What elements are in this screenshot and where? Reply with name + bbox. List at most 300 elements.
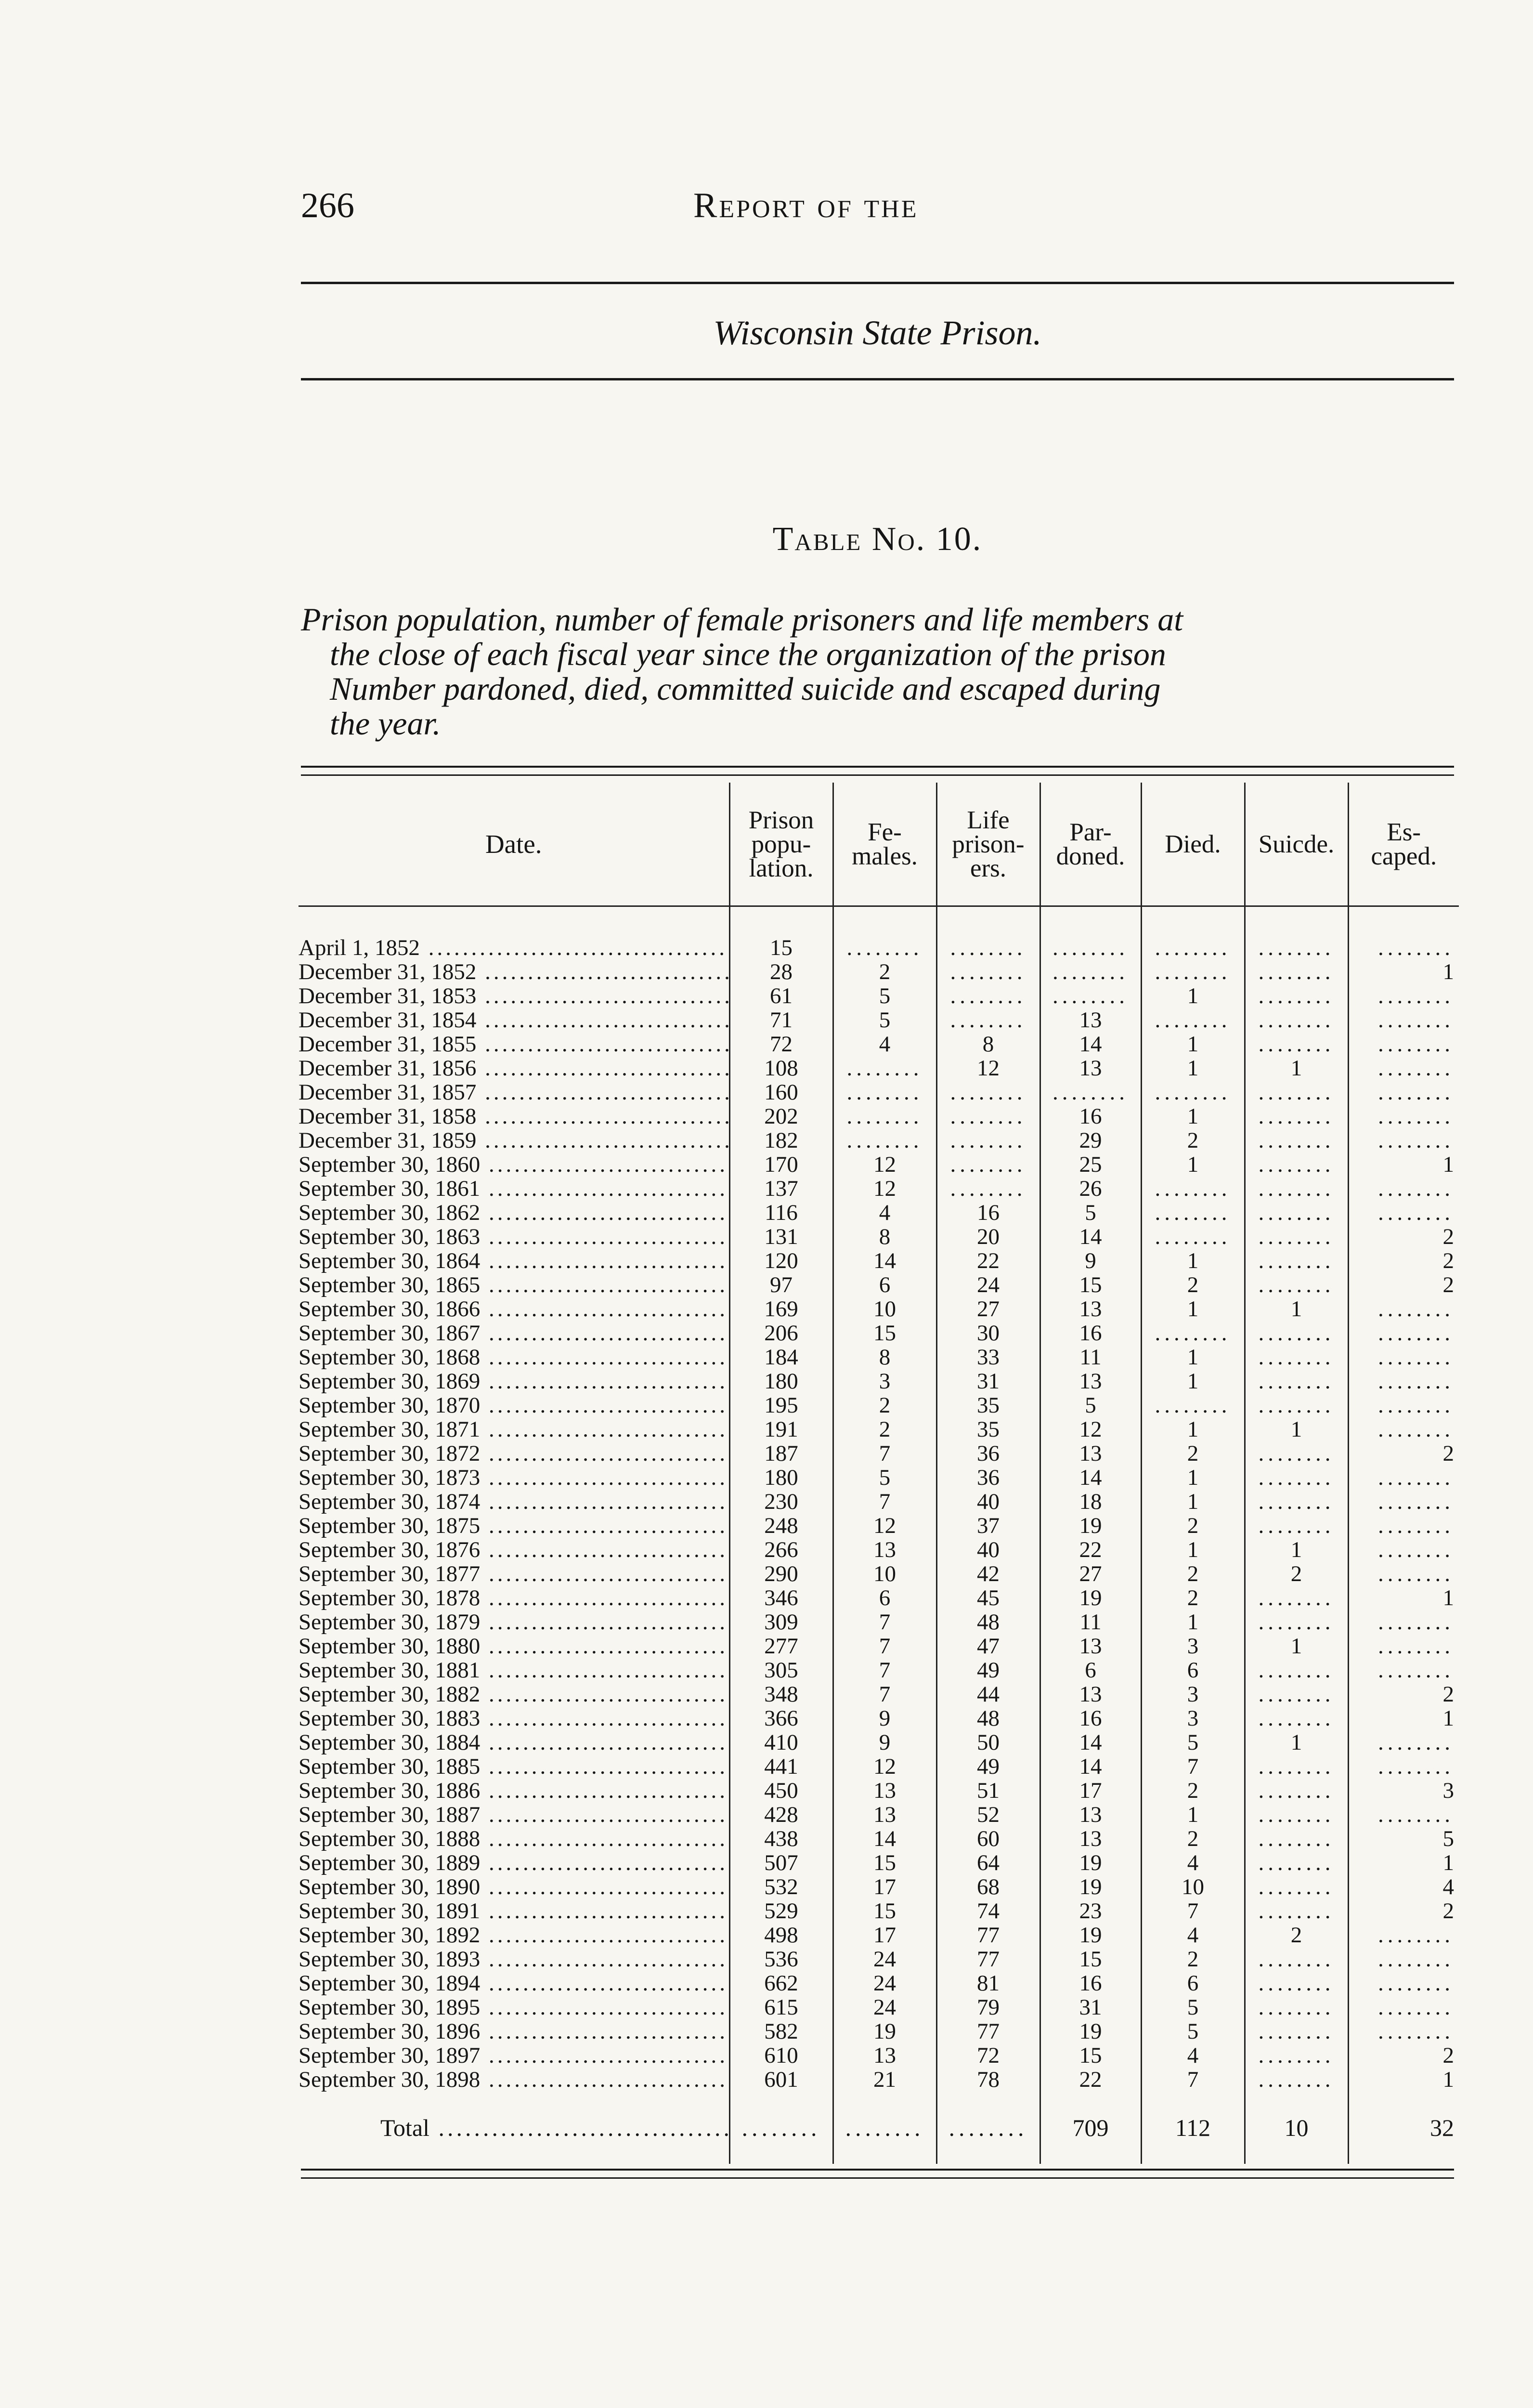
cell-died: 2 [1141,1827,1245,1851]
cell-suicide: 2 [1245,1562,1348,1586]
cell-pardoned: 15 [1040,1273,1141,1297]
cell-population: 536 [729,1947,833,1971]
row-date-text: September 30, 1891 [299,1899,481,1923]
row-date-text: September 30, 1876 [299,1538,481,1562]
table-row [299,1008,1459,1032]
cell-population: 662 [729,1971,833,1995]
row-date-text: September 30, 1872 [299,1441,481,1466]
cell-escaped: ........ [1348,984,1459,1008]
leader-dots [480,1754,729,1779]
cell-suicide: ........ [1245,1225,1348,1249]
table-row [299,2019,1459,2043]
cell-escaped: ........ [1348,1995,1459,2019]
table-row [299,1056,1459,1080]
cell-escaped: ........ [1348,1056,1459,1080]
cell-females: 24 [833,1971,936,1995]
row-date [299,1201,729,1225]
row-date [299,1899,729,1923]
cell-life: 60 [936,1827,1040,1851]
cell-population: 601 [729,2068,833,2092]
row-date-text: September 30, 1871 [299,1417,481,1441]
table-row [299,1490,1459,1514]
cell-females: 5 [833,1008,936,1032]
column-header-population [729,783,833,906]
cell-suicide: ........ [1245,1032,1348,1056]
cell-escaped: ........ [1348,1128,1459,1152]
cell-died: 1 [1141,984,1245,1008]
leader-dots [480,1730,729,1754]
cell-escaped: 2 [1348,1682,1459,1706]
leader-dots [480,1851,729,1875]
cell-suicide: 1 [1245,1417,1348,1441]
cell-died: 10 [1141,1875,1245,1899]
cell-died: ........ [1141,1177,1245,1201]
table-row [299,1297,1459,1321]
table-row [299,1923,1459,1947]
cell-died: 1 [1141,1104,1245,1128]
row-date-text: September 30, 1884 [299,1730,481,1754]
cell-females: ........ [833,1080,936,1104]
cell-population: 206 [729,1321,833,1345]
cell-females: 17 [833,1923,936,1947]
cell-population: 366 [729,1706,833,1730]
cell-population: 410 [729,1730,833,1754]
row-date-text: September 30, 1894 [299,1971,481,1995]
cell-escaped: 5 [1348,1827,1459,1851]
spacer-cell [1348,906,1459,936]
cell-pardoned: ........ [1040,1080,1141,1104]
row-date [299,1225,729,1249]
row-date-text: September 30, 1862 [299,1201,481,1225]
cell-suicide: ........ [1245,1128,1348,1152]
cell-population: 180 [729,1466,833,1490]
cell-suicide: ........ [1245,1104,1348,1128]
table-row [299,1706,1459,1730]
cell-life: 22 [936,1249,1040,1273]
table-row [299,1369,1459,1393]
cell-life: 77 [936,1923,1040,1947]
prison-name-rule [301,378,1454,380]
cell-life: 49 [936,1754,1040,1779]
leader-dots [480,1827,729,1851]
cell-pardoned: 26 [1040,1177,1141,1201]
spacer-cell [1141,906,1245,936]
table-row [299,1514,1459,1538]
table-row [299,1225,1459,1249]
cell-suicide: ........ [1245,1321,1348,1345]
cell-population: 116 [729,1201,833,1225]
cell-life: ........ [936,1104,1040,1128]
leader-dots [480,1971,729,1995]
row-date-text: September 30, 1869 [299,1369,481,1393]
cell-population: 72 [729,1032,833,1056]
table-row [299,1586,1459,1610]
row-date-text: September 30, 1866 [299,1297,481,1321]
cell-pardoned: 19 [1040,1851,1141,1875]
cell-pardoned: 18 [1040,1490,1141,1514]
cell-population: 450 [729,1779,833,1803]
row-date-text: December 31, 1856 [299,1056,477,1080]
leader-dots [480,1441,729,1466]
row-date [299,936,729,960]
row-date [299,1104,729,1128]
cell-suicide: ........ [1245,2043,1348,2068]
table-bottom-double-rule [301,2169,1454,2179]
cell-life: 45 [936,1586,1040,1610]
cell-escaped: ........ [1348,1297,1459,1321]
cell-pardoned: 13 [1040,1803,1141,1827]
cell-females: 15 [833,1899,936,1923]
row-date [299,1080,729,1104]
cell-females: ........ [833,936,936,960]
cell-escaped: ........ [1348,1514,1459,1538]
cell-suicide: 2 [1245,1923,1348,1947]
cell-died: 1 [1141,1490,1245,1514]
cell-pardoned: 11 [1040,1610,1141,1634]
cell-life: 37 [936,1514,1040,1538]
leader-dots [480,1779,729,1803]
row-date-text: December 31, 1855 [299,1032,477,1056]
column-header-population-line-2: popu- [751,830,811,858]
row-date [299,2019,729,2043]
row-date [299,1321,729,1345]
cell-died: 2 [1141,1514,1245,1538]
table-row [299,2043,1459,2068]
cell-pardoned: 14 [1040,1032,1141,1056]
cell-females: 13 [833,1803,936,1827]
cell-females: ........ [833,1056,936,1080]
cell-life: 20 [936,1225,1040,1249]
cell-life: ........ [936,1080,1040,1104]
row-date [299,1779,729,1803]
cell-females: 9 [833,1706,936,1730]
cell-population: 230 [729,1490,833,1514]
row-date [299,1730,729,1754]
cell-females: 2 [833,960,936,984]
row-date-text: September 30, 1881 [299,1658,481,1682]
column-header-escaped-line-1: Es- [1387,818,1421,846]
cell-died: 1 [1141,1297,1245,1321]
cell-life: ........ [936,1008,1040,1032]
cell-population: 615 [729,1995,833,2019]
row-date [299,1177,729,1201]
cell-suicide: ........ [1245,1273,1348,1297]
cell-suicide: 1 [1245,1730,1348,1754]
row-date [299,1297,729,1321]
table-row [299,1321,1459,1345]
table-caption [301,602,1456,741]
leader-dots [480,1562,729,1586]
total-label [299,2092,729,2164]
cell-females: 8 [833,1345,936,1369]
row-date [299,984,729,1008]
cell-females: 12 [833,1754,936,1779]
cell-escaped: ........ [1348,1803,1459,1827]
table-row [299,1851,1459,1875]
table-row [299,1730,1459,1754]
row-date [299,1056,729,1080]
row-date-text: September 30, 1874 [299,1490,481,1514]
cell-life: 48 [936,1706,1040,1730]
cell-pardoned: ........ [1040,984,1141,1008]
cell-died: 4 [1141,1851,1245,1875]
cell-died: 4 [1141,1923,1245,1947]
row-date-text: September 30, 1877 [299,1562,481,1586]
table-row [299,1875,1459,1899]
row-date [299,1417,729,1441]
cell-females: 6 [833,1586,936,1610]
row-date [299,1682,729,1706]
cell-escaped: 1 [1348,1586,1459,1610]
table-row [299,1610,1459,1634]
table-row [299,1032,1459,1056]
row-date [299,1875,729,1899]
cell-escaped: 2 [1348,2043,1459,2068]
cell-died: ........ [1141,1225,1245,1249]
row-date [299,1610,729,1634]
cell-pardoned: 19 [1040,1923,1141,1947]
row-date [299,1273,729,1297]
cell-population: 346 [729,1586,833,1610]
cell-escaped: 2 [1348,1441,1459,1466]
table-row [299,960,1459,984]
cell-life: 36 [936,1466,1040,1490]
table-top-double-rule [301,766,1454,776]
cell-suicide: ........ [1245,984,1348,1008]
cell-females: 12 [833,1177,936,1201]
cell-pardoned: 13 [1040,1297,1141,1321]
spacer-cell [1245,906,1348,936]
cell-suicide: ........ [1245,1682,1348,1706]
cell-pardoned: ........ [1040,960,1141,984]
cell-life: 48 [936,1610,1040,1634]
table-row [299,1152,1459,1177]
row-date [299,1754,729,1779]
cell-pardoned: 19 [1040,1875,1141,1899]
leader-dots [480,1297,729,1321]
cell-suicide: ........ [1245,2019,1348,2043]
row-date-text: September 30, 1878 [299,1586,481,1610]
column-header-population-line-1: Prison [748,806,814,834]
cell-females: 15 [833,1851,936,1875]
row-date-text: September 30, 1861 [299,1177,481,1201]
cell-died: 1 [1141,1249,1245,1273]
cell-suicide: ........ [1245,1393,1348,1417]
cell-pardoned: 6 [1040,1658,1141,1682]
cell-pardoned: 16 [1040,1971,1141,1995]
spacer-cell [299,906,729,936]
cell-females: 24 [833,1995,936,2019]
cell-females: 14 [833,1827,936,1851]
row-date-text: September 30, 1860 [299,1152,481,1177]
leader-dots [480,1803,729,1827]
cell-suicide: ........ [1245,1899,1348,1923]
total-escaped [1348,2092,1459,2164]
cell-females: 19 [833,2019,936,2043]
table-row [299,1128,1459,1152]
cell-escaped: ........ [1348,1466,1459,1490]
cell-escaped: ........ [1348,1032,1459,1056]
cell-pardoned: 22 [1040,2068,1141,2092]
table-row [299,1417,1459,1441]
row-date-text: September 30, 1898 [299,2068,481,2092]
cell-population: 195 [729,1393,833,1417]
cell-died: 2 [1141,1128,1245,1152]
leader-dots [476,1056,729,1080]
cell-escaped: 1 [1348,1851,1459,1875]
leader-dots [480,1417,729,1441]
row-date-text: December 31, 1857 [299,1080,477,1104]
cell-life: 72 [936,2043,1040,2068]
cell-population: 428 [729,1803,833,1827]
cell-population: 182 [729,1128,833,1152]
cell-died: 6 [1141,1658,1245,1682]
leader-dots [480,1923,729,1947]
leader-dots [480,1947,729,1971]
column-header-suicide: Suicde. [1245,783,1348,906]
cell-pardoned: 5 [1040,1201,1141,1225]
table-row [299,1249,1459,1273]
cell-population: 184 [729,1345,833,1369]
cell-life: ........ [936,960,1040,984]
row-date-text: September 30, 1864 [299,1249,481,1273]
row-date [299,1514,729,1538]
cell-suicide: ........ [1245,1779,1348,1803]
cell-life: ........ [936,936,1040,960]
cell-pardoned: 23 [1040,1899,1141,1923]
row-date-text: December 31, 1859 [299,1128,477,1152]
cell-pardoned: 15 [1040,2043,1141,2068]
cell-suicide: ........ [1245,1201,1348,1225]
cell-females: 7 [833,1441,936,1466]
top-rule [301,282,1454,284]
cell-died: 3 [1141,1706,1245,1730]
leader-dots [476,1080,729,1104]
cell-escaped: ........ [1348,1008,1459,1032]
cell-population: 120 [729,1249,833,1273]
row-date [299,1923,729,1947]
cell-suicide: ........ [1245,1249,1348,1273]
cell-pardoned: 11 [1040,1345,1141,1369]
row-date [299,1827,729,1851]
cell-suicide: ........ [1245,1971,1348,1995]
cell-population: 71 [729,1008,833,1032]
cell-life: 35 [936,1417,1040,1441]
cell-pardoned: 16 [1040,1321,1141,1345]
column-header-date: Date. [485,829,542,859]
cell-females: 7 [833,1610,936,1634]
cell-died: 2 [1141,1273,1245,1297]
cell-life: 40 [936,1538,1040,1562]
leader-dots [480,1514,729,1538]
table-row [299,936,1459,960]
leader-dots [480,1706,729,1730]
row-date [299,1947,729,1971]
cell-escaped: ........ [1348,1080,1459,1104]
cell-population: 160 [729,1080,833,1104]
leader-dots [480,1225,729,1249]
column-header-pardoned-line-2: doned. [1056,842,1125,870]
row-date-text: September 30, 1880 [299,1634,481,1658]
cell-escaped: 1 [1348,1706,1459,1730]
row-date [299,1995,729,2019]
total-females: ........ [833,2092,936,2164]
cell-pardoned: 13 [1040,1369,1141,1393]
cell-suicide: 1 [1245,1634,1348,1658]
cell-life: 50 [936,1730,1040,1754]
spacer-cell [1040,906,1141,936]
cell-died: 1 [1141,1056,1245,1080]
leader-dots [476,1128,729,1152]
leader-dots [480,1369,729,1393]
cell-population: 15 [729,936,833,960]
total-suicide-text: 10 [1284,2114,1309,2141]
cell-suicide: 1 [1245,1538,1348,1562]
cell-females: 4 [833,1032,936,1056]
cell-suicide: ........ [1245,1754,1348,1779]
row-date-text: September 30, 1870 [299,1393,481,1417]
cell-died: 1 [1141,1032,1245,1056]
cell-suicide: ........ [1245,1706,1348,1730]
cell-life: 74 [936,1899,1040,1923]
cell-pardoned: 25 [1040,1152,1141,1177]
column-header-escaped-line-2: caped. [1371,842,1437,870]
leader-dots [480,2019,729,2043]
cell-population: 441 [729,1754,833,1779]
cell-females: 7 [833,1490,936,1514]
cell-life: 24 [936,1273,1040,1297]
cell-life: 42 [936,1562,1040,1586]
cell-females: ........ [833,1104,936,1128]
cell-population: 169 [729,1297,833,1321]
column-header-females-line-1: Fe- [868,818,902,846]
row-date [299,1706,729,1730]
cell-life: 79 [936,1995,1040,2019]
cell-females: 12 [833,1514,936,1538]
cell-life: ........ [936,1177,1040,1201]
cell-escaped: 4 [1348,1875,1459,1899]
leader-dots [480,1634,729,1658]
row-date-text: September 30, 1867 [299,1321,481,1345]
cell-life: 68 [936,1875,1040,1899]
cell-life: 40 [936,1490,1040,1514]
cell-died: 2 [1141,1947,1245,1971]
cell-life: 51 [936,1779,1040,1803]
cell-escaped: ........ [1348,1393,1459,1417]
leader-dots [480,1682,729,1706]
cell-escaped: ........ [1348,1177,1459,1201]
cell-pardoned: 14 [1040,1466,1141,1490]
cell-life: 16 [936,1201,1040,1225]
cell-suicide: ........ [1245,1995,1348,2019]
cell-females: 17 [833,1875,936,1899]
total-pardoned-text: 709 [1072,2114,1109,2141]
row-date-text: September 30, 1865 [299,1273,481,1297]
cell-females: 7 [833,1682,936,1706]
prison-statistics-table [299,783,1459,2164]
cell-suicide: ........ [1245,1514,1348,1538]
leader-dots [476,1008,729,1032]
row-date [299,1466,729,1490]
row-date-text: April 1, 1852 [299,936,420,960]
cell-females: ........ [833,1128,936,1152]
row-date-text: September 30, 1863 [299,1225,481,1249]
cell-escaped: ........ [1348,1321,1459,1345]
cell-population: 97 [729,1273,833,1297]
row-date-text: September 30, 1883 [299,1706,481,1730]
cell-population: 248 [729,1514,833,1538]
cell-died: 5 [1141,2019,1245,2043]
